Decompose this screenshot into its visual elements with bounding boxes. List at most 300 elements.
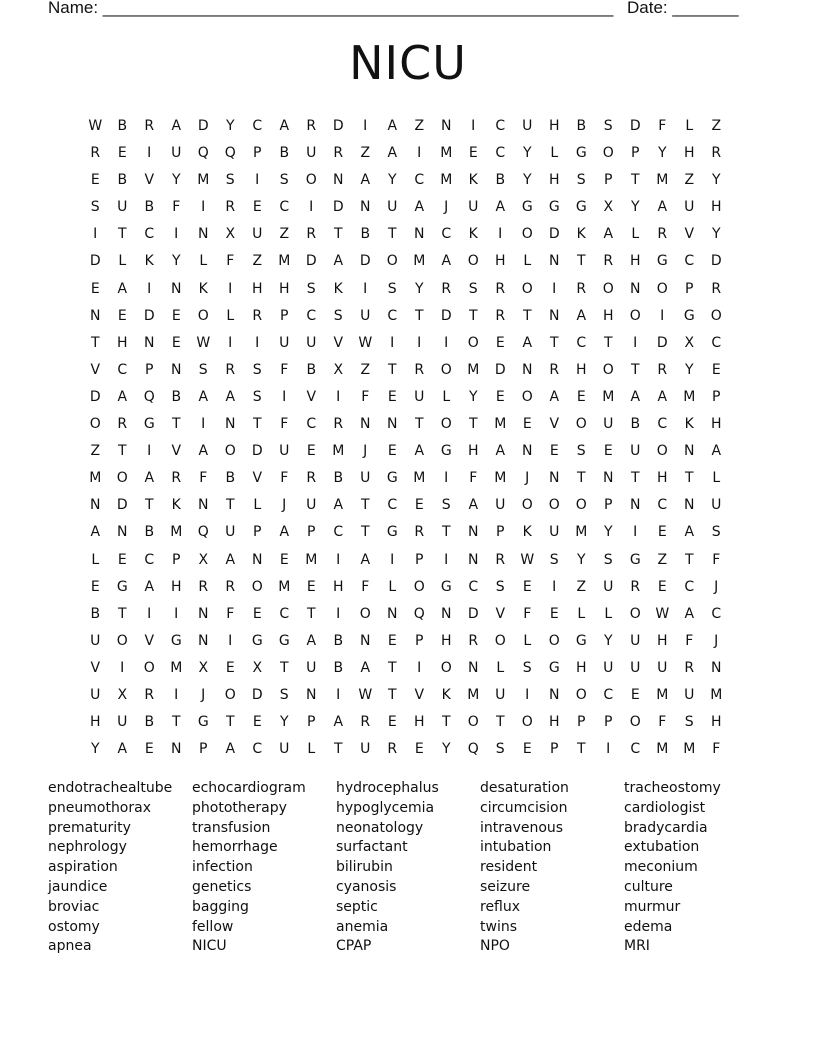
word-list-item: NPO	[480, 938, 510, 955]
grid-letter: T	[468, 416, 479, 433]
grid-letter: C	[495, 145, 506, 162]
grid-letter: E	[549, 443, 560, 460]
grid-letter: I	[444, 334, 449, 351]
grid-letter: A	[360, 551, 371, 568]
grid-letter: X	[684, 334, 695, 351]
grid-letter: T	[576, 470, 587, 487]
grid-letter: D	[467, 605, 480, 622]
grid-letter: V	[684, 226, 695, 243]
grid-letter: M	[683, 741, 696, 758]
grid-letter: L	[712, 470, 721, 487]
grid-letter: E	[387, 632, 398, 649]
grid-letter: F	[361, 388, 370, 405]
grid-letter: T	[630, 361, 641, 378]
grid-letter: H	[548, 714, 561, 731]
grid-letter: D	[332, 199, 345, 216]
grid-letter: D	[548, 226, 561, 243]
name-field-label[interactable]: Name: ______________________________________________________	[48, 0, 614, 17]
grid-letter: H	[575, 361, 588, 378]
word-list-item: seizure	[480, 878, 531, 895]
grid-letter: I	[390, 551, 395, 568]
grid-letter: V	[252, 470, 263, 487]
grid-letter: F	[280, 361, 289, 378]
grid-letter: D	[656, 334, 669, 351]
grid-letter: C	[711, 605, 722, 622]
grid-letter: I	[390, 334, 395, 351]
grid-letter: I	[201, 416, 206, 433]
grid-letter: T	[225, 497, 236, 514]
grid-letter: A	[387, 145, 398, 162]
grid-letter: V	[90, 361, 101, 378]
grid-letter: I	[228, 280, 233, 297]
grid-letter: H	[548, 118, 561, 134]
grid-letter: S	[225, 172, 236, 189]
grid-letter: N	[711, 659, 722, 676]
grid-letter: R	[252, 307, 263, 324]
grid-letter: H	[494, 253, 507, 270]
word-list-item: bradycardia	[624, 819, 708, 836]
grid-letter: I	[471, 118, 476, 134]
grid-letter: Z	[576, 578, 587, 595]
word-list-item: pneumothorax	[48, 799, 151, 816]
grid-letter: O	[440, 659, 453, 676]
grid-letter: C	[387, 307, 398, 324]
grid-letter: M	[413, 470, 426, 487]
grid-letter: O	[602, 361, 615, 378]
grid-letter: T	[468, 307, 479, 324]
grid-letter: Z	[657, 551, 668, 568]
grid-letter: U	[117, 714, 128, 731]
word-list-item: anemia	[336, 918, 389, 935]
grid-letter: M	[467, 361, 480, 378]
grid-letter: V	[549, 416, 560, 433]
word-list-item: transfusion	[192, 819, 271, 836]
grid-letter: O	[521, 280, 534, 297]
grid-letter: O	[575, 686, 588, 703]
grid-letter: U	[171, 145, 182, 162]
grid-letter: S	[279, 172, 290, 189]
grid-letter: Y	[657, 145, 668, 162]
word-list-item: intravenous	[480, 819, 564, 836]
grid-letter: Y	[603, 632, 614, 649]
grid-letter: P	[496, 524, 505, 541]
grid-letter: U	[414, 388, 425, 405]
grid-letter: M	[575, 524, 588, 541]
grid-letter: P	[307, 524, 316, 541]
grid-letter: A	[414, 443, 425, 460]
grid-letter: U	[306, 659, 317, 676]
word-list	[48, 779, 768, 957]
grid-letter: U	[90, 632, 101, 649]
grid-letter: P	[172, 551, 181, 568]
grid-letter: S	[333, 307, 344, 324]
grid-letter: E	[657, 524, 668, 541]
grid-letter: P	[604, 172, 613, 189]
grid-letter: F	[658, 118, 667, 134]
grid-letter: M	[656, 172, 669, 189]
grid-letter: Z	[360, 145, 371, 162]
grid-letter: C	[252, 118, 263, 134]
grid-letter: W	[358, 334, 373, 351]
grid-letter: O	[467, 714, 480, 731]
grid-letter: E	[522, 416, 533, 433]
grid-letter: I	[147, 605, 152, 622]
grid-letter: R	[630, 578, 641, 595]
grid-letter: E	[549, 605, 560, 622]
grid-letter: G	[197, 714, 210, 731]
grid-letter: A	[306, 632, 317, 649]
grid-letter: U	[279, 334, 290, 351]
grid-letter: Y	[441, 741, 452, 758]
grid-letter: T	[684, 551, 695, 568]
grid-letter: M	[710, 686, 723, 703]
grid-letter: I	[201, 199, 206, 216]
grid-letter: D	[197, 118, 210, 134]
grid-letter: A	[495, 443, 506, 460]
grid-letter: P	[604, 714, 613, 731]
grid-letter: E	[414, 497, 425, 514]
grid-letter: O	[629, 307, 642, 324]
grid-letter: T	[549, 334, 560, 351]
grid-letter: E	[603, 443, 614, 460]
grid-letter: A	[522, 334, 533, 351]
grid-letter: S	[387, 280, 398, 297]
grid-letter: N	[549, 253, 560, 270]
grid-letter: T	[90, 334, 101, 351]
grid-letter: D	[89, 388, 102, 405]
grid-letter: U	[684, 199, 695, 216]
grid-letter: I	[606, 741, 611, 758]
grid-letter: I	[552, 578, 557, 595]
grid-letter: C	[144, 226, 155, 243]
grid-letter: T	[684, 470, 695, 487]
word-list-item: cyanosis	[336, 878, 397, 895]
word-list-item: bilirubin	[336, 859, 393, 876]
grid-letter: C	[657, 416, 668, 433]
grid-letter: M	[494, 416, 507, 433]
grid-letter: A	[198, 443, 209, 460]
grid-letter: O	[629, 605, 642, 622]
grid-letter: O	[224, 686, 237, 703]
grid-letter: U	[387, 199, 398, 216]
grid-letter: I	[309, 199, 314, 216]
grid-letter: I	[93, 226, 98, 243]
grid-letter: A	[657, 199, 668, 216]
grid-letter: R	[441, 280, 452, 297]
grid-letter: E	[522, 578, 533, 595]
grid-letter: N	[360, 632, 371, 649]
grid-letter: T	[630, 470, 641, 487]
grid-letter: O	[521, 714, 534, 731]
grid-letter: T	[360, 524, 371, 541]
grid-letter: X	[252, 659, 263, 676]
grid-letter: A	[414, 199, 425, 216]
grid-letter: T	[387, 226, 398, 243]
grid-letter: I	[228, 334, 233, 351]
grid-letter: D	[305, 253, 318, 270]
grid-letter: L	[253, 497, 262, 514]
grid-letter: G	[548, 199, 561, 216]
grid-letter: G	[683, 307, 696, 324]
grid-letter: I	[147, 280, 152, 297]
grid-letter: I	[444, 470, 449, 487]
grid-letter: L	[118, 253, 127, 270]
grid-letter: G	[278, 632, 291, 649]
grid-letter: M	[656, 741, 669, 758]
grid-letter: S	[603, 118, 614, 134]
grid-letter: F	[280, 416, 289, 433]
grid-letter: T	[333, 741, 344, 758]
grid-letter: S	[468, 280, 479, 297]
grid-letter: G	[440, 578, 453, 595]
grid-letter: C	[576, 334, 587, 351]
grid-letter: L	[91, 551, 100, 568]
grid-letter: O	[467, 334, 480, 351]
grid-letter: B	[90, 605, 101, 622]
grid-letter: R	[414, 361, 425, 378]
grid-letter: A	[90, 524, 101, 541]
grid-letter: R	[333, 145, 344, 162]
grid-letter: S	[441, 497, 452, 514]
grid-letter: P	[631, 145, 640, 162]
grid-letter: C	[387, 497, 398, 514]
grid-letter: R	[468, 632, 479, 649]
grid-letter: T	[360, 497, 371, 514]
grid-letter: Z	[252, 253, 263, 270]
grid-letter: M	[278, 253, 291, 270]
grid-letter: E	[495, 334, 506, 351]
grid-letter: I	[336, 686, 341, 703]
word-list-item: aspiration	[48, 859, 118, 876]
grid-letter: I	[498, 226, 503, 243]
grid-letter: R	[360, 714, 371, 731]
grid-letter: T	[522, 307, 533, 324]
grid-letter: L	[550, 145, 559, 162]
grid-letter: U	[468, 199, 479, 216]
grid-letter: R	[306, 226, 317, 243]
grid-letter: B	[360, 226, 371, 243]
word-list-item: desaturation	[480, 780, 569, 796]
grid-letter: M	[170, 524, 183, 541]
grid-letter: F	[199, 470, 208, 487]
grid-letter: W	[196, 334, 211, 351]
grid-letter: V	[144, 632, 155, 649]
grid-letter: A	[225, 551, 236, 568]
grid-letter: A	[117, 741, 128, 758]
grid-letter: T	[144, 497, 155, 514]
grid-letter: U	[630, 659, 641, 676]
date-field-label[interactable]: Date: _______	[627, 0, 739, 17]
grid-letter: R	[495, 551, 506, 568]
grid-letter: B	[279, 145, 290, 162]
grid-letter: J	[363, 443, 368, 460]
grid-letter: M	[602, 388, 615, 405]
grid-letter: A	[144, 470, 155, 487]
grid-letter: U	[279, 741, 290, 758]
grid-letter: T	[252, 416, 263, 433]
grid-letter: N	[522, 443, 533, 460]
grid-letter: H	[467, 443, 480, 460]
grid-letter: U	[495, 686, 506, 703]
grid-letter: J	[444, 199, 449, 216]
grid-letter: U	[603, 416, 614, 433]
grid-letter: M	[170, 659, 183, 676]
grid-letter: I	[120, 659, 125, 676]
grid-letter: G	[116, 578, 129, 595]
grid-letter: I	[174, 226, 179, 243]
grid-letter: N	[144, 334, 155, 351]
grid-letter: U	[630, 632, 641, 649]
grid-letter: C	[711, 334, 722, 351]
grid-letter: U	[684, 686, 695, 703]
grid-letter: N	[333, 172, 344, 189]
grid-letter: J	[525, 470, 530, 487]
grid-letter: N	[387, 605, 398, 622]
grid-letter: M	[440, 172, 453, 189]
grid-letter: P	[145, 361, 154, 378]
grid-letter: U	[360, 307, 371, 324]
grid-letter: B	[117, 172, 128, 189]
grid-letter: R	[225, 578, 236, 595]
grid-letter: N	[360, 416, 371, 433]
grid-letter: H	[656, 470, 669, 487]
grid-letter: I	[417, 334, 422, 351]
grid-letter: B	[495, 172, 506, 189]
grid-letter: T	[117, 226, 128, 243]
grid-letter: O	[548, 632, 561, 649]
grid-letter: R	[495, 280, 506, 297]
grid-letter: E	[387, 443, 398, 460]
grid-letter: T	[630, 172, 641, 189]
grid-letter: H	[170, 578, 183, 595]
grid-letter: Z	[684, 172, 695, 189]
grid-letter: E	[90, 172, 101, 189]
grid-letter: N	[468, 551, 479, 568]
grid-letter: N	[90, 307, 101, 324]
grid-letter: N	[171, 741, 182, 758]
grid-letter: C	[603, 686, 614, 703]
grid-letter: S	[252, 361, 263, 378]
word-list-item: apnea	[48, 938, 92, 955]
grid-letter: K	[522, 524, 533, 541]
grid-letter: B	[576, 118, 587, 134]
grid-letter: A	[657, 388, 668, 405]
grid-letter: O	[575, 416, 588, 433]
grid-letter: R	[576, 280, 587, 297]
grid-letter: I	[363, 118, 368, 134]
grid-letter: Y	[414, 280, 425, 297]
grid-letter: A	[684, 605, 695, 622]
grid-letter: E	[171, 334, 182, 351]
grid-letter: N	[522, 361, 533, 378]
grid-letter: Z	[279, 226, 290, 243]
grid-letter: O	[521, 388, 534, 405]
grid-letter: M	[278, 578, 291, 595]
grid-letter: W	[88, 118, 103, 134]
word-list-item: septic	[336, 898, 378, 915]
grid-letter: A	[279, 524, 290, 541]
grid-letter: K	[576, 226, 587, 243]
grid-letter: N	[117, 524, 128, 541]
grid-letter: U	[495, 497, 506, 514]
word-list-item: broviac	[48, 898, 100, 915]
grid-letter: Y	[522, 172, 533, 189]
grid-letter: F	[469, 470, 478, 487]
grid-letter: A	[198, 388, 209, 405]
grid-letter: G	[143, 416, 156, 433]
word-list-item: resident	[480, 859, 538, 876]
grid-letter: H	[332, 578, 345, 595]
grid-letter: B	[630, 416, 641, 433]
grid-letter: A	[630, 388, 641, 405]
grid-letter: K	[441, 686, 452, 703]
word-list-item: neonatology	[336, 819, 424, 836]
grid-letter: C	[306, 307, 317, 324]
grid-letter: O	[251, 578, 264, 595]
grid-letter: I	[552, 280, 557, 297]
grid-letter: D	[251, 686, 264, 703]
grid-letter: U	[306, 145, 317, 162]
grid-letter: N	[441, 605, 452, 622]
grid-letter: P	[550, 741, 559, 758]
grid-letter: N	[630, 280, 641, 297]
grid-letter: V	[333, 334, 344, 351]
grid-letter: T	[414, 307, 425, 324]
grid-letter: S	[252, 388, 263, 405]
grid-letter: R	[198, 578, 209, 595]
grid-letter: H	[548, 172, 561, 189]
grid-letter: O	[521, 226, 534, 243]
grid-letter: V	[171, 443, 182, 460]
grid-letter: E	[711, 361, 722, 378]
grid-letter: C	[279, 199, 290, 216]
grid-letter: U	[630, 443, 641, 460]
grid-letter: A	[117, 280, 128, 297]
grid-letter: R	[333, 416, 344, 433]
word-list-item: infection	[192, 859, 253, 876]
grid-letter: U	[657, 659, 668, 676]
grid-letter: N	[198, 605, 209, 622]
grid-letter: M	[440, 145, 453, 162]
word-list-item: nephrology	[48, 839, 127, 856]
grid-letter: L	[199, 253, 208, 270]
grid-letter: C	[495, 118, 506, 134]
grid-letter: G	[656, 253, 669, 270]
grid-letter: J	[714, 632, 719, 649]
grid-letter: G	[575, 145, 588, 162]
grid-letter: P	[415, 632, 424, 649]
grid-letter: O	[440, 361, 453, 378]
grid-letter: B	[144, 714, 155, 731]
grid-letter: O	[656, 443, 669, 460]
grid-letter: M	[656, 686, 669, 703]
grid-letter: U	[603, 659, 614, 676]
grid-letter: N	[549, 686, 560, 703]
grid-letter: O	[602, 145, 615, 162]
grid-letter: Y	[630, 199, 641, 216]
grid-letter: Y	[711, 172, 722, 189]
grid-letter: L	[523, 253, 532, 270]
grid-letter: N	[306, 686, 317, 703]
grid-letter: R	[657, 226, 668, 243]
grid-letter: O	[629, 714, 642, 731]
letter-grid	[82, 113, 730, 763]
word-list-item: hypoglycemia	[336, 799, 435, 816]
grid-letter: P	[253, 145, 262, 162]
word-list-item: MRI	[624, 938, 650, 955]
grid-letter: L	[307, 741, 316, 758]
grid-letter: E	[117, 551, 128, 568]
